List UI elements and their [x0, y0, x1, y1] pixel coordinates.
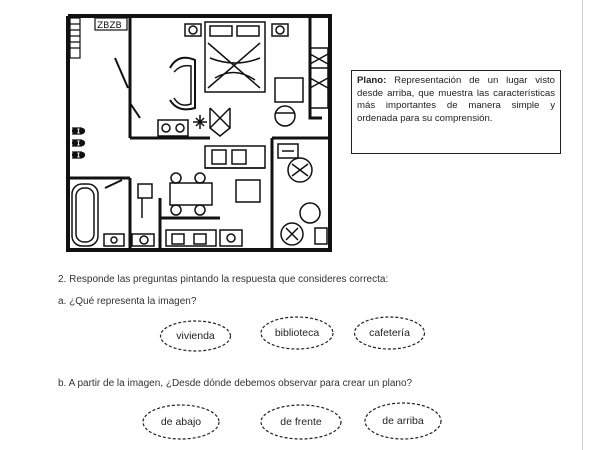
definition-box [351, 70, 561, 154]
answer-cloud-de-frente[interactable] [258, 402, 344, 442]
svg-text:ZBZB: ZBZB [97, 21, 122, 31]
answer-cloud-de-arriba[interactable] [362, 400, 444, 442]
answer-cloud-cafeteria[interactable] [352, 314, 427, 352]
page-edge-line [582, 0, 583, 450]
answer-cloud-de-abajo[interactable] [140, 402, 222, 442]
answer-label: de frente [280, 416, 322, 428]
definition-term: Plano: [357, 75, 387, 86]
question-b-text: b. A partir de la imagen, ¿Desde dónde debemos observar para crear un plano? [58, 378, 413, 389]
answer-cloud-biblioteca[interactable] [258, 314, 336, 352]
answer-label: de abajo [160, 416, 202, 428]
floor-plan-image [60, 8, 340, 258]
instruction-text: 2. Responde las preguntas pintando la respuesta que consideres correcta: [58, 274, 389, 285]
question-a-text: a. ¿Qué representa la imagen? [58, 296, 197, 307]
answer-cloud-vivienda[interactable] [158, 318, 233, 354]
definition-text: Representación de un lugar visto desde arriba, que muestra las características más importantes de manera simple y ordenada para su comprensión. [357, 75, 555, 124]
answer-label: de arriba [382, 415, 424, 427]
answer-label: biblioteca [274, 327, 320, 339]
answer-label: cafetería [369, 327, 410, 339]
answer-label: vivienda [176, 330, 215, 342]
